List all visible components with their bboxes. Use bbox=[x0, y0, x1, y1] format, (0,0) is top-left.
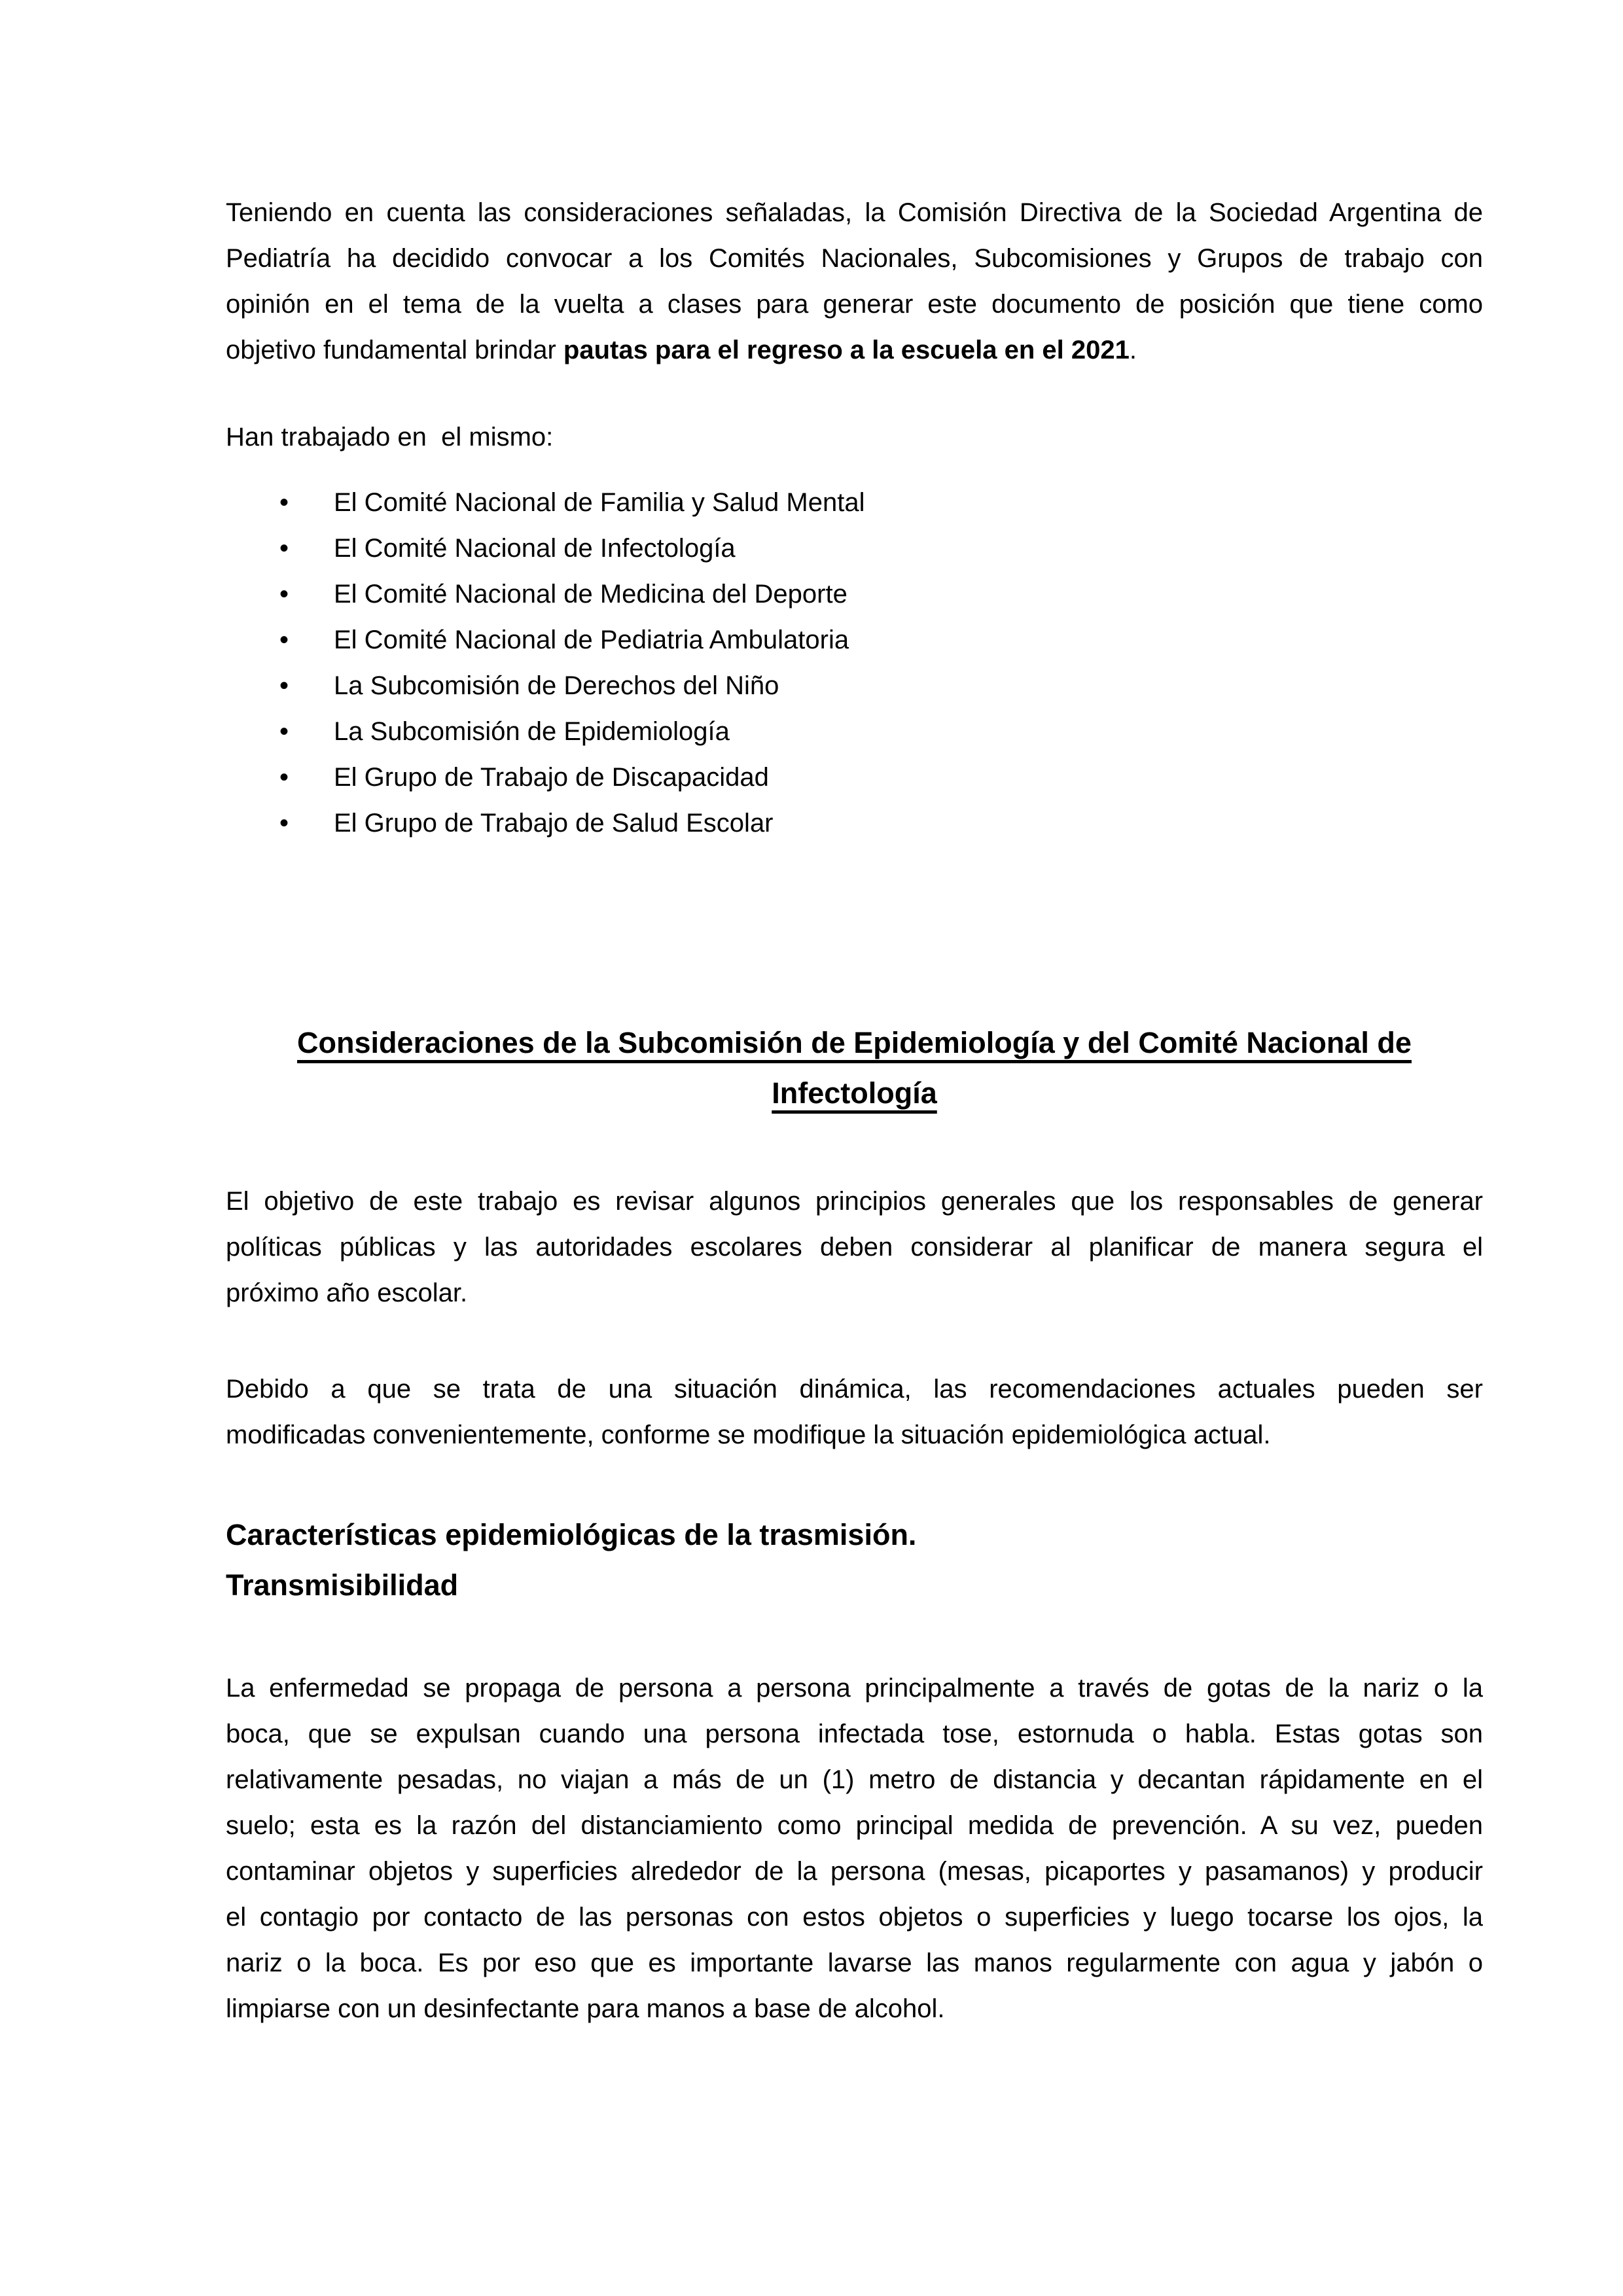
paragraph-intro bbox=[226, 190, 1483, 373]
list-item-label: El Comité Nacional de Pediatria Ambulatoria bbox=[334, 626, 849, 654]
section-heading-line: Infectología bbox=[772, 1076, 937, 1110]
bullet-icon: • bbox=[279, 626, 289, 654]
subheading-epidemiological-characteristics: Características epidemiológicas de la trasmisión. bbox=[226, 1518, 917, 1551]
bullet-icon: • bbox=[279, 488, 289, 517]
paragraph-line: contaminar objetos y superficies alrededor de la persona (mesas, picaportes y pasamanos) y producir bbox=[226, 1857, 1483, 1886]
section-heading-line: Consideraciones de la Subcomisión de Epidemiología y del Comité Nacional de bbox=[297, 1026, 1412, 1059]
list-item-label: El Comité Nacional de Medicina del Deporte bbox=[334, 580, 847, 609]
bullet-icon: • bbox=[279, 809, 289, 838]
paragraph-line: suelo; esta es la razón del distanciamiento como principal medida de prevención. A su vez, pueden bbox=[226, 1811, 1483, 1840]
section-heading bbox=[226, 1017, 1483, 1118]
committee-bullet-list bbox=[226, 480, 1483, 846]
list-item-label: La Subcomisión de Epidemiología bbox=[334, 717, 730, 746]
bullet-icon: • bbox=[279, 671, 289, 700]
bullet-icon: • bbox=[279, 580, 289, 609]
paragraph-line: nariz o la boca. Es por eso que es importante lavarse las manos regularmente con agua y jabón o bbox=[226, 1949, 1483, 1977]
list-item-label: El Comité Nacional de Familia y Salud Mental bbox=[334, 488, 865, 517]
paragraph-line: limpiarse con un desinfectante para manos a base de alcohol. bbox=[226, 1994, 945, 2023]
list-item-label: El Grupo de Trabajo de Discapacidad bbox=[334, 763, 769, 792]
paragraph-line: opinión en el tema de la vuelta a clases para generar este documento de posición que tiene como bbox=[226, 290, 1483, 319]
worked-on-intro: Han trabajado en el mismo: bbox=[226, 423, 554, 451]
paragraph-text: . bbox=[1129, 336, 1137, 364]
paragraph-line bbox=[226, 327, 1483, 373]
list-item-label: El Grupo de Trabajo de Salud Escolar bbox=[334, 809, 774, 838]
document-content bbox=[0, 190, 1623, 2032]
list-item bbox=[226, 754, 1483, 800]
paragraph-line: Teniendo en cuenta las consideraciones señaladas, la Comisión Directiva de la Sociedad Argentina de bbox=[226, 198, 1483, 227]
paragraph-line: La enfermedad se propaga de persona a persona principalmente a través de gotas de la nariz o la bbox=[226, 1674, 1483, 1703]
list-item-label: El Comité Nacional de Infectología bbox=[334, 534, 736, 563]
paragraph-transmission bbox=[226, 1665, 1483, 2032]
paragraph-line: políticas públicas y las autoridades escolares deben considerar al planificar de manera segura el bbox=[226, 1233, 1483, 1262]
paragraph-objective bbox=[226, 1178, 1483, 1316]
list-item bbox=[226, 571, 1483, 617]
list-item-label: La Subcomisión de Derechos del Niño bbox=[334, 671, 779, 700]
list-item bbox=[226, 800, 1483, 846]
list-item bbox=[226, 663, 1483, 709]
paragraph-line: Debido a que se trata de una situación dinámica, las recomendaciones actuales pueden ser bbox=[226, 1375, 1483, 1404]
paragraph-line: Pediatría ha decidido convocar a los Comités Nacionales, Subcomisiones y Grupos de trabajo con bbox=[226, 244, 1483, 273]
subheading-transmissibility: Transmisibilidad bbox=[226, 1568, 459, 1602]
paragraph-text: objetivo fundamental brindar bbox=[226, 336, 563, 364]
paragraph-line: próximo año escolar. bbox=[226, 1279, 468, 1307]
paragraph-line: relativamente pesadas, no viajan a más de un (1) metro de distancia y decantan rápidamente en el bbox=[226, 1765, 1483, 1794]
paragraph-line: El objetivo de este trabajo es revisar algunos principios generales que los responsables de generar bbox=[226, 1187, 1483, 1216]
paragraph-line: el contagio por contacto de las personas con estos objetos o superficies y luego tocarse los ojos, la bbox=[226, 1903, 1483, 1932]
list-item bbox=[226, 525, 1483, 571]
bullet-icon: • bbox=[279, 717, 289, 746]
list-item bbox=[226, 480, 1483, 525]
bullet-icon: • bbox=[279, 763, 289, 792]
paragraph-line: boca, que se expulsan cuando una persona infectada tose, estornuda o habla. Estas gotas son bbox=[226, 1720, 1483, 1748]
bullet-icon: • bbox=[279, 534, 289, 563]
list-item bbox=[226, 617, 1483, 663]
bold-text: pautas para el regreso a la escuela en el 2021 bbox=[563, 336, 1130, 364]
paragraph-line: modificadas convenientemente, conforme se modifique la situación epidemiológica actual. bbox=[226, 1421, 1271, 1449]
list-item bbox=[226, 709, 1483, 754]
paragraph-dynamic-situation bbox=[226, 1366, 1483, 1458]
